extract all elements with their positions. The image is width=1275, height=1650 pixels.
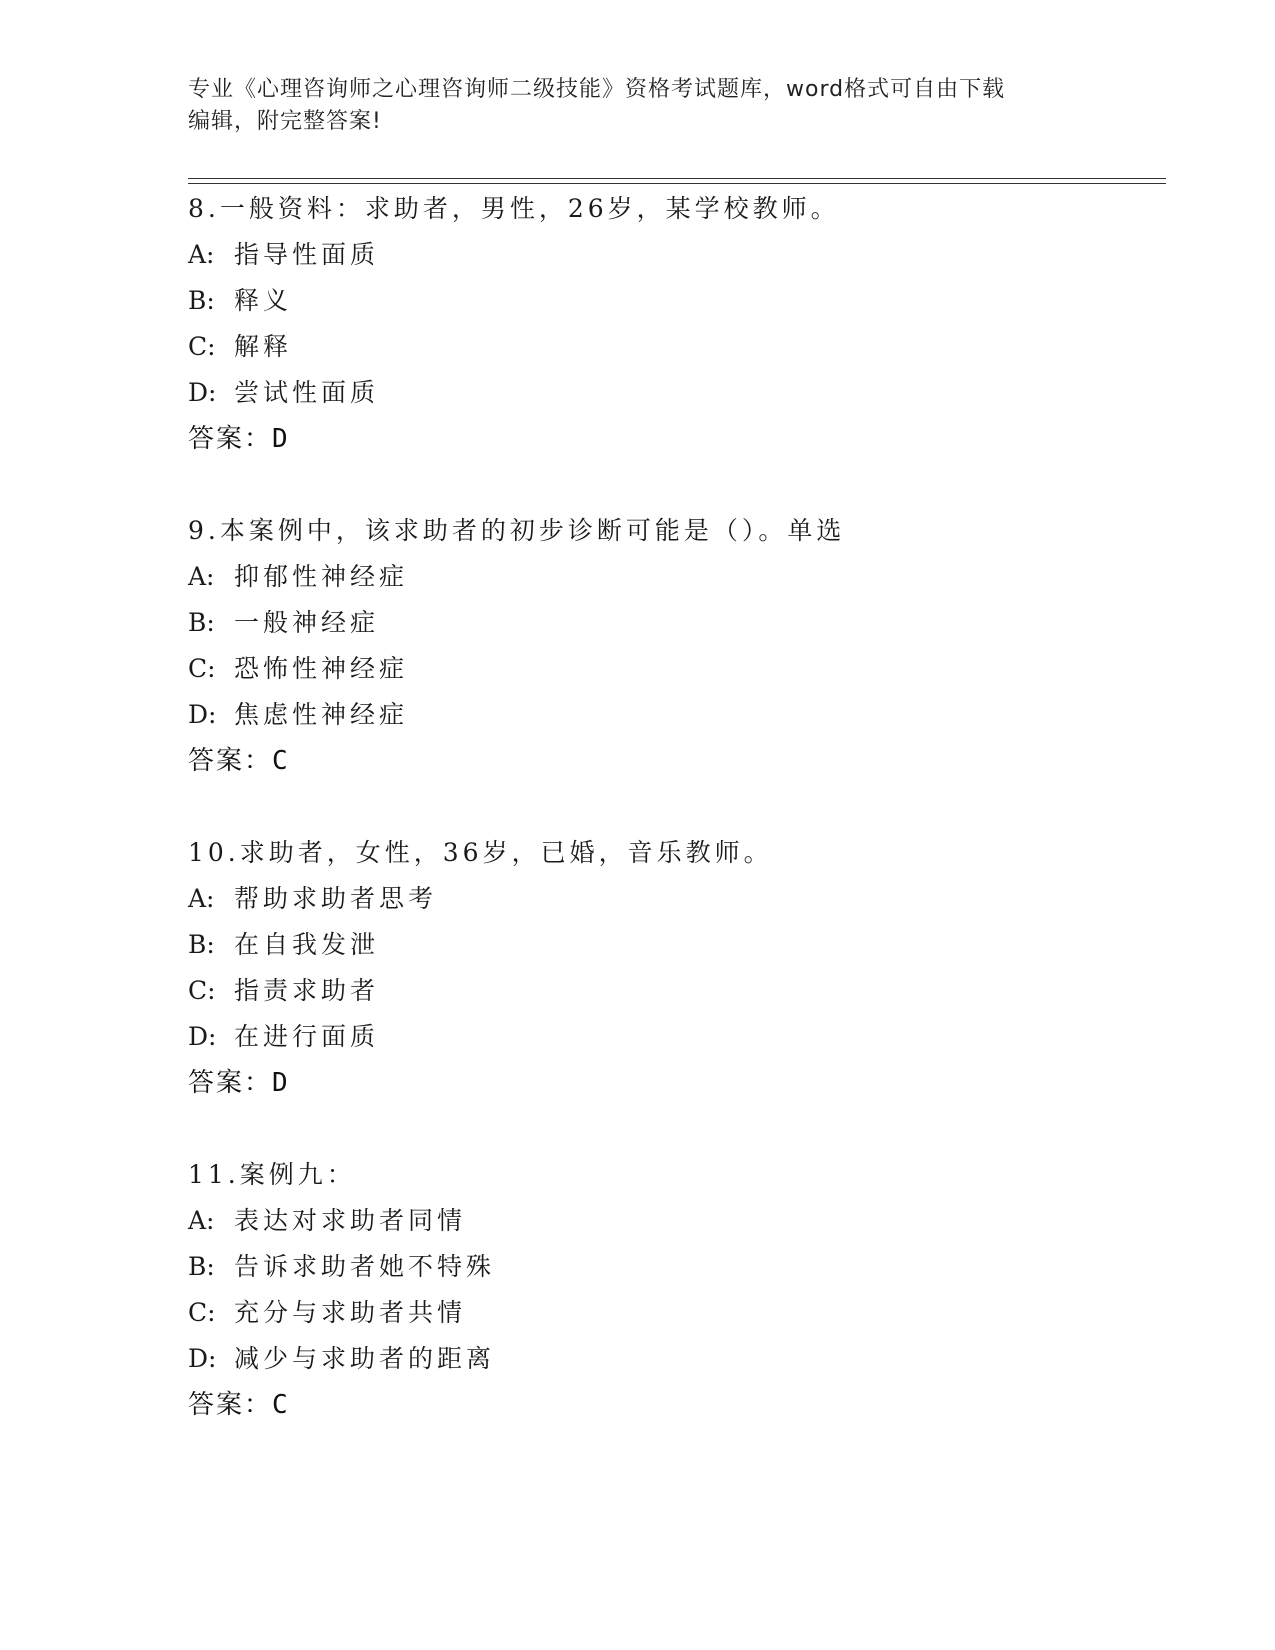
option-text: 指责求助者 [234, 976, 380, 1005]
option-d [188, 1336, 1148, 1382]
option-c [188, 1290, 1148, 1336]
option-text: 在自我发泄 [234, 930, 380, 959]
header-divider-bottom [188, 183, 1166, 184]
option-text: 在进行面质 [234, 1022, 380, 1051]
question-11 [188, 1152, 1148, 1428]
option-letter: D: [188, 700, 217, 729]
option-c [188, 324, 1148, 370]
answer-label: 答案： [188, 1068, 273, 1098]
option-letter: B: [188, 608, 215, 637]
option-a [188, 554, 1148, 600]
option-a [188, 1198, 1148, 1244]
option-c [188, 968, 1148, 1014]
answer-label: 答案： [188, 746, 273, 776]
option-d [188, 370, 1148, 416]
option-letter: C: [188, 976, 216, 1005]
answer-line [188, 1382, 1148, 1428]
option-letter: C: [188, 654, 216, 683]
option-b [188, 1244, 1148, 1290]
question-stem: 9.本案例中，该求助者的初步诊断可能是（）。单选 [188, 516, 846, 545]
answer-line [188, 416, 1148, 462]
option-text: 表达对求助者同情 [234, 1206, 467, 1235]
option-letter: C: [188, 1298, 216, 1327]
option-c [188, 646, 1148, 692]
option-letter: D: [188, 1022, 217, 1051]
option-text: 抑郁性神经症 [234, 562, 409, 591]
answer-value: C [272, 1390, 290, 1420]
option-text: 指导性面质 [234, 240, 380, 269]
option-letter: B: [188, 1252, 215, 1281]
question-stem: 8.一般资料：求助者，男性，26岁，某学校教师。 [188, 194, 840, 223]
header-line-2: 编辑，附完整答案! [188, 109, 382, 134]
option-d [188, 1014, 1148, 1060]
option-b [188, 278, 1148, 324]
question-8 [188, 186, 1148, 462]
option-text: 尝试性面质 [234, 378, 380, 407]
header-line-1: 专业《心理咨询师之心理咨询师二级技能》资格考试题库，word格式可自由下载 [188, 77, 1006, 102]
option-b [188, 922, 1148, 968]
option-a [188, 876, 1148, 922]
option-letter: A: [188, 884, 215, 913]
document-header [188, 74, 1088, 138]
question-stem: 11.案例九： [188, 1160, 356, 1189]
option-letter: A: [188, 1206, 215, 1235]
answer-line [188, 1060, 1148, 1106]
option-a [188, 232, 1148, 278]
option-letter: C: [188, 332, 216, 361]
answer-label: 答案： [188, 424, 273, 454]
question-stem: 10.求助者，女性，36岁，已婚，音乐教师。 [188, 838, 773, 867]
option-text: 减少与求助者的距离 [234, 1344, 496, 1373]
option-b [188, 600, 1148, 646]
option-text: 恐怖性神经症 [234, 654, 409, 683]
option-letter: A: [188, 240, 215, 269]
option-letter: D: [188, 1344, 217, 1373]
option-text: 解释 [234, 332, 293, 361]
question-9 [188, 508, 1148, 784]
option-letter: B: [188, 286, 215, 315]
option-d [188, 692, 1148, 738]
answer-line [188, 738, 1148, 784]
option-text: 告诉求助者她不特殊 [234, 1252, 496, 1281]
option-text: 释义 [234, 286, 293, 315]
option-text: 帮助求助者思考 [234, 884, 438, 913]
answer-label: 答案： [188, 1390, 273, 1420]
header-divider-top [188, 178, 1166, 179]
option-text: 充分与求助者共情 [234, 1298, 467, 1327]
answer-value: D [272, 424, 290, 454]
answer-value: C [272, 746, 290, 776]
option-letter: A: [188, 562, 215, 591]
option-letter: B: [188, 930, 215, 959]
option-text: 一般神经症 [234, 608, 380, 637]
answer-value: D [272, 1068, 290, 1098]
option-letter: D: [188, 378, 217, 407]
option-text: 焦虑性神经症 [234, 700, 409, 729]
question-10 [188, 830, 1148, 1106]
